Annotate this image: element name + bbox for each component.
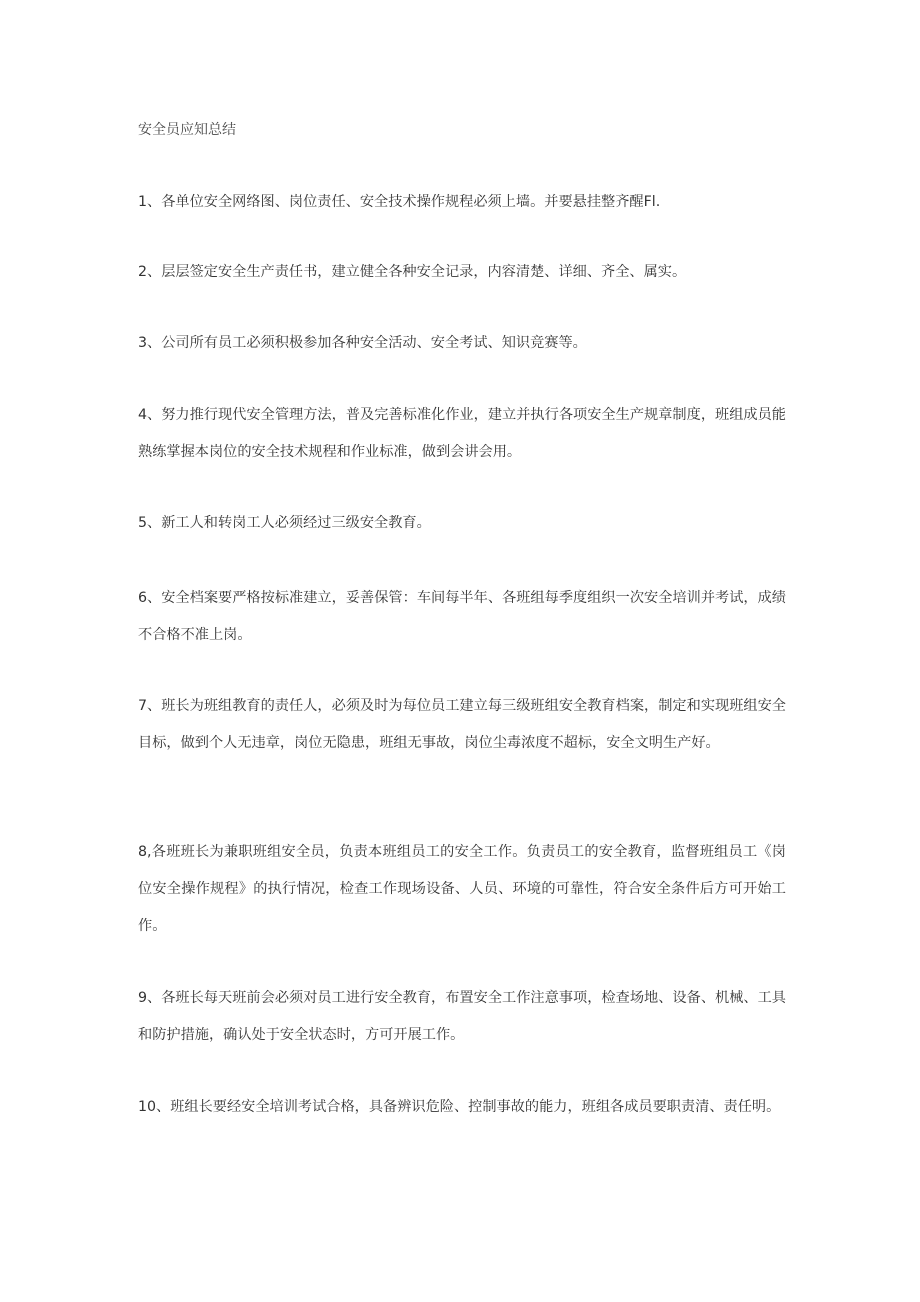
list-item-10: 10、班组长要经安全培训考试合格，具备辨识危险、控制事故的能力，班组各成员要职责清、责任明。 [138,1099,781,1115]
list-item-4: 4、努力推行现代安全管理方法，普及完善标准化作业，建立并执行各项安全生产规章制度，班组成员能熟练掌握本岗位的安全技术规程和作业标准，做到会讲会用。 [138,407,786,460]
list-item-5: 5、新工人和转岗工人必须经过三级安全教育。 [138,515,431,531]
list-item-8: 8,各班班长为兼职班组安全员，负责本班组员工的安全工作。负责员工的安全教育，监督班组员工《岗位安全操作规程》的执行情况，检查工作现场设备、人员、环境的可靠性，符合安全条件后方可开始工作。 [138,844,786,934]
list-item-6: 6、安全档案要严格按标准建立，妥善保管：车间每半年、各班组每季度组织一次安全培训并考试，成绩不合格不准上岗。 [138,590,786,643]
list-item-7: 7、班长为班组教育的责任人，必须及时为每位员工建立每三级班组安全教育档案，制定和实现班组安全目标，做到个人无违章，岗位无隐患，班组无事故，岗位尘毒浓度不超标，安全文明生产好。 [138,698,786,751]
list-item-1: 1、各单位安全网络图、岗位责任、安全技术操作规程必须上墙。并要悬挂整齐醒Fl. [138,194,661,210]
list-item-2: 2、层层签定安全生产责任书，建立健全各种安全记录，内容清楚、详细、齐全、属实。 [138,264,687,280]
list-item-9: 9、各班长每天班前会必须对员工进行安全教育，布置安全工作注意事项，检查场地、设备、机械、工具和防护措施，确认处于安全状态时，方可开展工作。 [138,990,786,1043]
list-item-3: 3、公司所有员工必须积极参加各种安全活动、安全考试、知识竞赛等。 [138,335,587,351]
document-title: 安全员应知总结 [138,122,236,138]
